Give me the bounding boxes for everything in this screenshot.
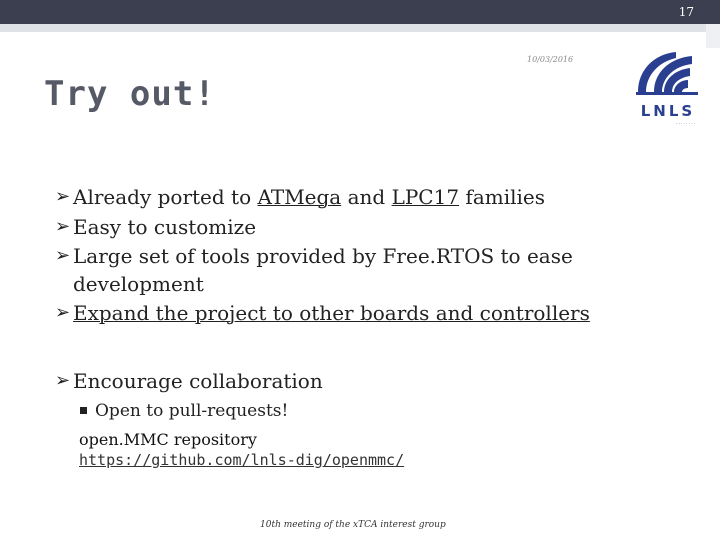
top-strip xyxy=(0,24,706,32)
bullet-expand xyxy=(55,298,655,328)
repository-label: open.MMC repository xyxy=(79,430,257,449)
bullet-list xyxy=(55,182,655,470)
bullet-customize: ➢ Easy to customize xyxy=(55,212,655,242)
arrow-bullet-icon: ➢ xyxy=(55,370,71,391)
bullet-ported: ➢ Already ported to ATMega and LPC17 families xyxy=(55,182,655,212)
repository-block xyxy=(79,430,655,470)
footer-text: 10th meeting of the xTCA interest group xyxy=(260,520,446,530)
logo-caption: · · · · · · · · xyxy=(676,121,696,126)
slide-date: 10/03/2016 xyxy=(527,55,574,64)
slide-number: 17 xyxy=(678,5,694,19)
lnls-logo xyxy=(632,50,704,126)
square-bullet-icon xyxy=(80,407,87,414)
right-bar xyxy=(706,24,720,48)
arrow-bullet-icon: ➢ xyxy=(55,302,71,323)
lnls-logo-icon xyxy=(632,50,704,126)
bullet-collaboration: ➢ Encourage collaboration xyxy=(55,366,655,396)
logo-text: LNLS xyxy=(640,102,696,120)
slide-title: Try out! xyxy=(44,74,216,114)
lpc17-link[interactable]: LPC17 xyxy=(391,185,460,209)
arrow-bullet-icon: ➢ xyxy=(55,245,71,266)
arrow-bullet-icon: ➢ xyxy=(55,216,71,237)
top-bar xyxy=(0,0,720,24)
repository-url-link[interactable]: https://github.com/lnls-dig/openmmc/ xyxy=(79,451,405,469)
expand-link[interactable]: Expand the project to other boards and controllers xyxy=(73,301,590,325)
sub-bullet-pull-requests: Open to pull-requests! xyxy=(55,396,655,426)
atmega-link[interactable]: ATMega xyxy=(257,185,342,209)
bullet-tools: ➢ Large set of tools provided by Free.RTOS to ease development xyxy=(55,244,573,296)
arrow-bullet-icon: ➢ xyxy=(55,186,71,207)
